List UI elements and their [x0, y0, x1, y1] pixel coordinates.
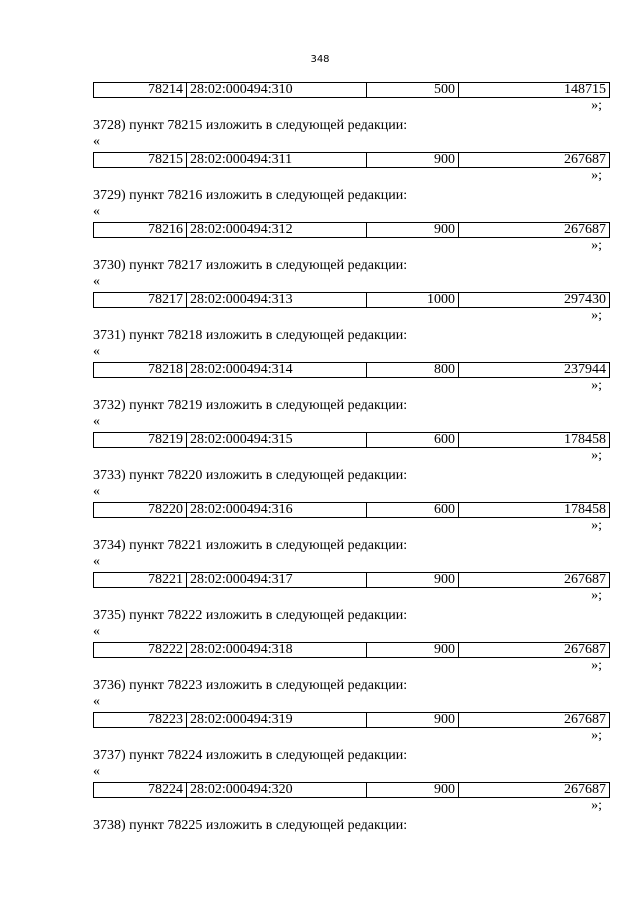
parcel-number-cell: 78221 — [94, 573, 187, 588]
parcel-table — [93, 362, 610, 378]
area-cell: 900 — [367, 643, 459, 658]
parcel-table — [93, 572, 610, 588]
area-cell: 500 — [367, 83, 459, 98]
closing-quote: »; — [591, 238, 602, 253]
value-cell: 267687 — [459, 713, 610, 728]
value-cell: 297430 — [459, 293, 610, 308]
opening-quote: « — [93, 274, 100, 289]
closing-quote: »; — [591, 518, 602, 533]
parcel-table — [93, 82, 610, 98]
area-cell: 900 — [367, 713, 459, 728]
parcel-table — [93, 292, 610, 308]
cadastral-number-cell: 28:02:000494:320 — [187, 783, 367, 798]
area-cell: 900 — [367, 573, 459, 588]
cadastral-number-cell: 28:02:000494:317 — [187, 573, 367, 588]
area-cell: 900 — [367, 783, 459, 798]
amendment-instruction: 3736) пункт 78223 изложить в следующей редакции: — [93, 678, 408, 693]
value-cell: 267687 — [459, 223, 610, 238]
opening-quote: « — [93, 554, 100, 569]
closing-quote: »; — [591, 448, 602, 463]
area-cell: 800 — [367, 363, 459, 378]
value-cell: 267687 — [459, 573, 610, 588]
amendment-instruction: 3734) пункт 78221 изложить в следующей редакции: — [93, 538, 408, 553]
area-cell: 600 — [367, 503, 459, 518]
value-cell: 178458 — [459, 503, 610, 518]
parcel-table — [93, 502, 610, 518]
parcel-number-cell: 78216 — [94, 223, 187, 238]
parcel-number-cell: 78219 — [94, 433, 187, 448]
closing-quote: »; — [591, 798, 602, 813]
amendment-instruction: 3728) пункт 78215 изложить в следующей редакции: — [93, 118, 408, 133]
parcel-table — [93, 222, 610, 238]
cadastral-number-cell: 28:02:000494:310 — [187, 83, 367, 98]
amendment-instruction: 3730) пункт 78217 изложить в следующей редакции: — [93, 258, 408, 273]
closing-quote: »; — [591, 378, 602, 393]
parcel-number-cell: 78218 — [94, 363, 187, 378]
closing-quote: »; — [591, 98, 602, 113]
cadastral-number-cell: 28:02:000494:313 — [187, 293, 367, 308]
table-row — [94, 643, 610, 658]
opening-quote: « — [93, 344, 100, 359]
parcel-number-cell: 78214 — [94, 83, 187, 98]
area-cell: 1000 — [367, 293, 459, 308]
table-row — [94, 363, 610, 378]
cadastral-number-cell: 28:02:000494:312 — [187, 223, 367, 238]
cadastral-number-cell: 28:02:000494:319 — [187, 713, 367, 728]
value-cell: 267687 — [459, 643, 610, 658]
parcel-number-cell: 78220 — [94, 503, 187, 518]
cadastral-number-cell: 28:02:000494:314 — [187, 363, 367, 378]
opening-quote: « — [93, 764, 100, 779]
parcel-table — [93, 712, 610, 728]
parcel-number-cell: 78222 — [94, 643, 187, 658]
value-cell: 237944 — [459, 363, 610, 378]
opening-quote: « — [93, 134, 100, 149]
closing-quote: »; — [591, 658, 602, 673]
page-number: 348 — [310, 54, 330, 65]
table-row — [94, 573, 610, 588]
parcel-number-cell: 78223 — [94, 713, 187, 728]
closing-quote: »; — [591, 728, 602, 743]
value-cell: 148715 — [459, 83, 610, 98]
opening-quote: « — [93, 624, 100, 639]
cadastral-number-cell: 28:02:000494:316 — [187, 503, 367, 518]
parcel-number-cell: 78217 — [94, 293, 187, 308]
table-row — [94, 503, 610, 518]
parcel-table — [93, 152, 610, 168]
opening-quote: « — [93, 484, 100, 499]
area-cell: 900 — [367, 223, 459, 238]
table-row — [94, 293, 610, 308]
closing-quote: »; — [591, 168, 602, 183]
opening-quote: « — [93, 204, 100, 219]
area-cell: 900 — [367, 153, 459, 168]
closing-quote: »; — [591, 308, 602, 323]
parcel-table — [93, 432, 610, 448]
amendment-instruction: 3732) пункт 78219 изложить в следующей редакции: — [93, 398, 408, 413]
value-cell: 178458 — [459, 433, 610, 448]
table-row — [94, 783, 610, 798]
amendment-instruction: 3733) пункт 78220 изложить в следующей редакции: — [93, 468, 408, 483]
amendment-instruction: 3738) пункт 78225 изложить в следующей редакции: — [93, 818, 408, 833]
table-row — [94, 433, 610, 448]
table-row — [94, 153, 610, 168]
opening-quote: « — [93, 414, 100, 429]
cadastral-number-cell: 28:02:000494:315 — [187, 433, 367, 448]
parcel-number-cell: 78215 — [94, 153, 187, 168]
parcel-table — [93, 642, 610, 658]
opening-quote: « — [93, 694, 100, 709]
parcel-number-cell: 78224 — [94, 783, 187, 798]
closing-quote: »; — [591, 588, 602, 603]
table-row — [94, 223, 610, 238]
cadastral-number-cell: 28:02:000494:318 — [187, 643, 367, 658]
parcel-table — [93, 782, 610, 798]
value-cell: 267687 — [459, 153, 610, 168]
table-row — [94, 713, 610, 728]
amendment-instruction: 3737) пункт 78224 изложить в следующей редакции: — [93, 748, 408, 763]
value-cell: 267687 — [459, 783, 610, 798]
amendment-instruction: 3731) пункт 78218 изложить в следующей редакции: — [93, 328, 408, 343]
table-row — [94, 83, 610, 98]
cadastral-number-cell: 28:02:000494:311 — [187, 153, 367, 168]
area-cell: 600 — [367, 433, 459, 448]
amendment-instruction: 3729) пункт 78216 изложить в следующей редакции: — [93, 188, 408, 203]
amendment-instruction: 3735) пункт 78222 изложить в следующей редакции: — [93, 608, 408, 623]
